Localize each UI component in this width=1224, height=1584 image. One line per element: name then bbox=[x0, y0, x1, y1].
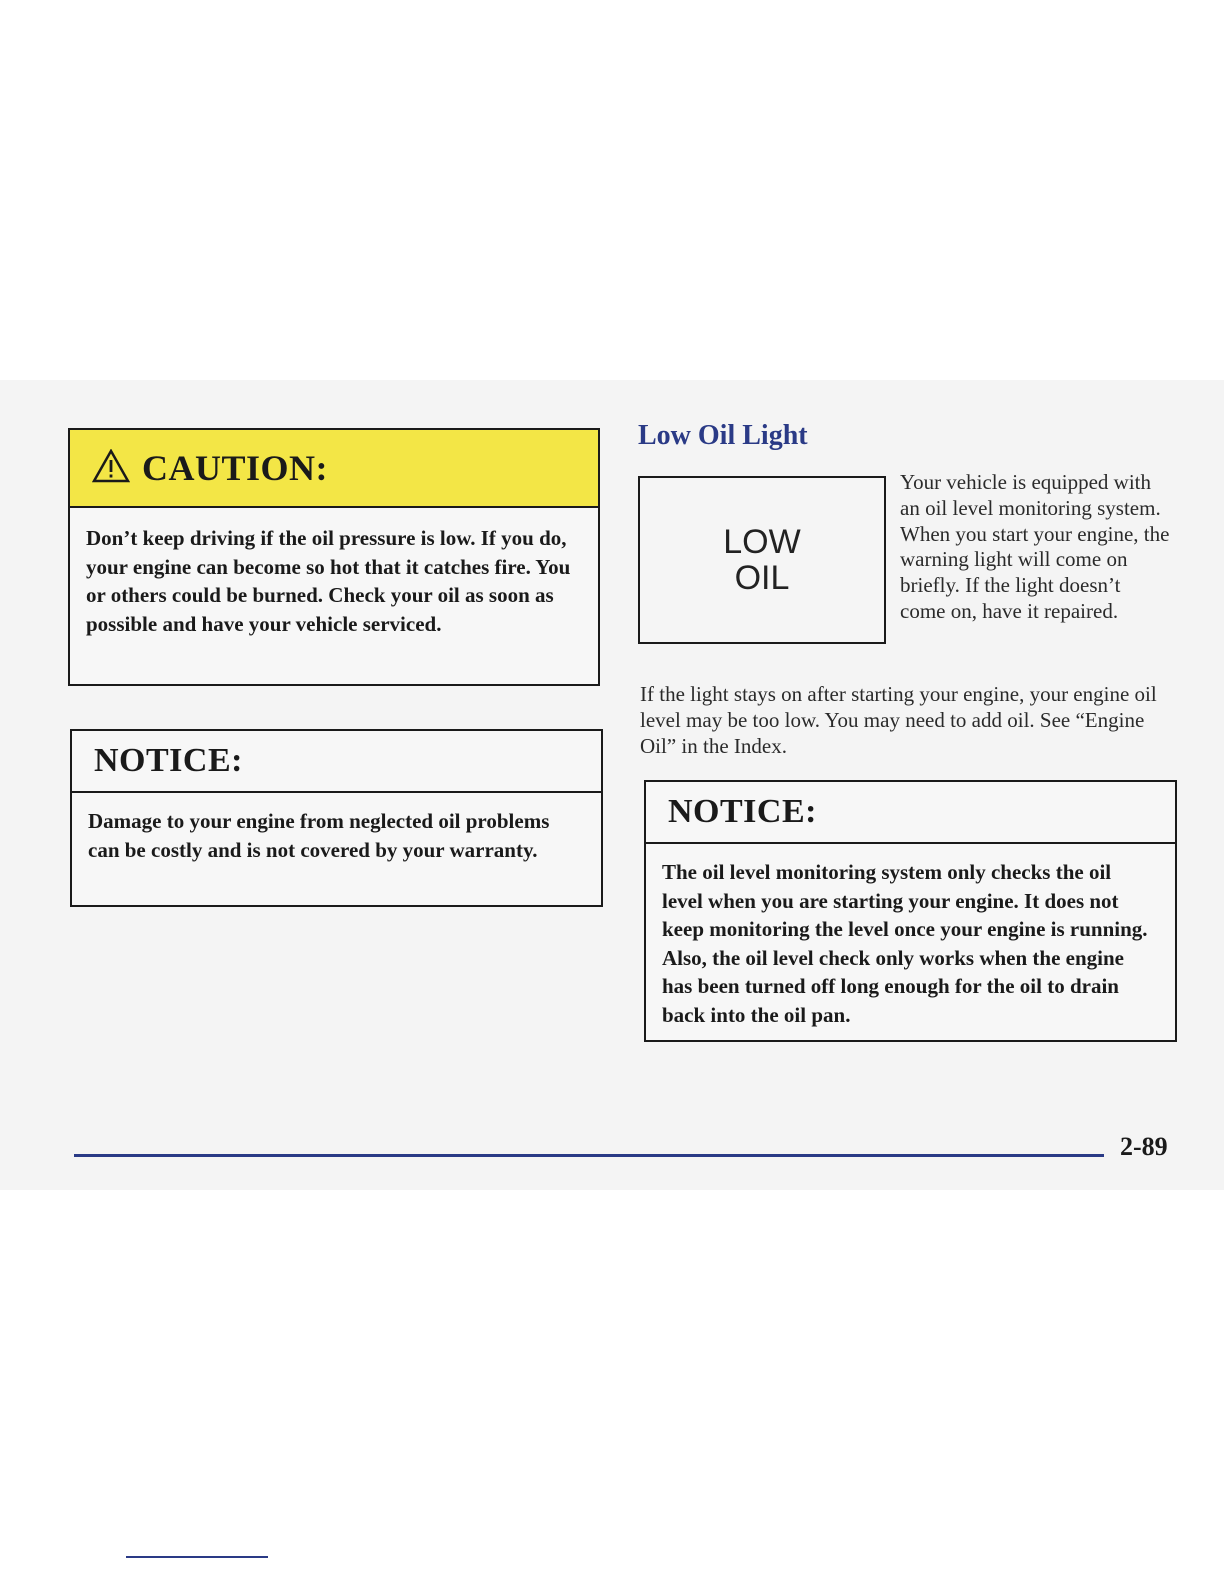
lamp-line-1: LOW bbox=[723, 523, 801, 561]
body-paragraph: If the light stays on after starting your engine, your engine oil level may be too low. You may need to add oil. See “Engine Oil” in the Index. bbox=[640, 682, 1157, 758]
caution-body: Don’t keep driving if the oil pressure is low. If you do, your engine can become so hot that it catches fire. You or others could be burned. Check your oil as soon as possible and have your vehicle serviced. bbox=[86, 526, 571, 636]
notice-box-right bbox=[644, 780, 1177, 1042]
page-number: 2-89 bbox=[1120, 1132, 1168, 1161]
notice-body-right: The oil level monitoring system only checks the oil level when you are starting your engine. It does not keep monitoring the level once your engine is running. Also, the oil level check only works when the engine has been turned off long enough for the oil to drain back into the oil pan. bbox=[662, 860, 1148, 1027]
caution-title: CAUTION: bbox=[142, 448, 329, 488]
notice-box-left bbox=[70, 729, 603, 907]
caution-box bbox=[68, 428, 600, 686]
section-heading: Low Oil Light bbox=[638, 420, 808, 451]
lamp-description: Your vehicle is equipped with an oil level monitoring system. When you start your engine, the warning light will come on briefly. If the light doesn’t come on, have it repaired. bbox=[900, 470, 1170, 623]
stray-line bbox=[126, 1556, 268, 1558]
footer-rule bbox=[74, 1154, 1104, 1157]
notice-title-right: NOTICE: bbox=[668, 793, 817, 830]
notice-header-left bbox=[72, 731, 601, 793]
warning-triangle-icon bbox=[92, 449, 130, 488]
notice-body-left: Damage to your engine from neglected oil problems can be costly and is not covered by your warranty. bbox=[88, 809, 550, 862]
notice-title-left: NOTICE: bbox=[94, 742, 243, 779]
low-oil-lamp-icon bbox=[638, 476, 886, 644]
notice-header-right bbox=[646, 782, 1175, 844]
caution-header bbox=[70, 430, 598, 508]
lamp-line-2: OIL bbox=[734, 559, 790, 597]
